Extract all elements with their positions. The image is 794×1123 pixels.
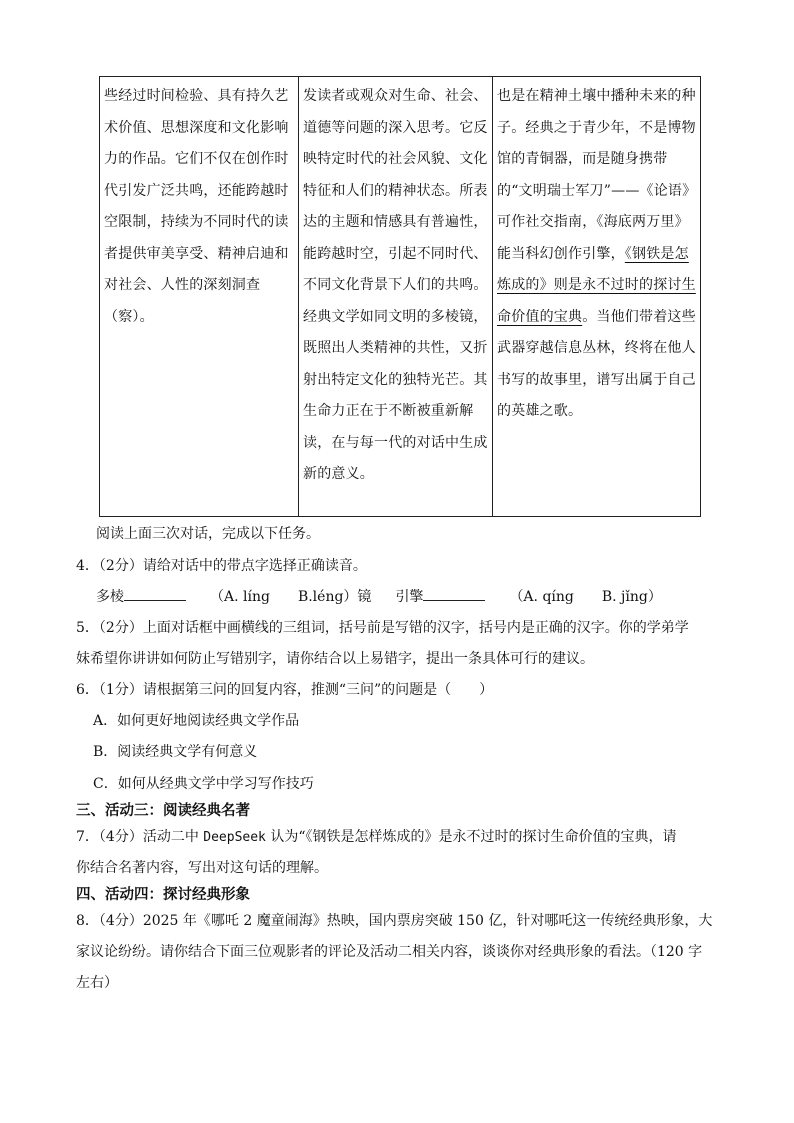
table-cell-definition: 些经过时间检验、具有持久艺术价值、思想深度和文化影响力的作品。它们不仅在创作时代引发广泛共鸣，还能跨越时空限制，持续为不同时代的读者提供审美享受、精神启迪和对社会、人性的深刻洞查（察）。 (100, 77, 299, 517)
q5-line-1: 5．（2分）上面对话框中画横线的三组词，括号前是写错的汉字，括号内是正确的汉字。你的学弟学 (76, 620, 689, 636)
q8-line-3: 左右） (76, 975, 118, 991)
q4-blank-1[interactable] (124, 586, 186, 601)
table-cell-youth: 也是在精神土壤中播种未来的种子。经典之于青少年，不是博物馆的青铜器，而是随身携带的“文明瑞士军刀”——《论语》可作社交指南，《海底两万里》能当科幻创作引擎，《钢铁是怎炼成的》则是永不过时的探讨生命价值的宝典。当他们带着这些武器穿越信息丛林，终将在他人书写的故事里，谱写出属于自己的英雄之歌。 (493, 77, 701, 517)
table-cell-significance: 发读者或观众对生命、社会、道德等问题的深入思考。它反映特定时代的社会风貌、文化特征和人们的精神状态。所表达的主题和情感具有普遍性，能跨越时空，引起不同时代、不同文化背景下人们的共鸣。经典文学如同文明的多棱镜，既照出人类精神的共性，又折射出特定文化的独特光芒。其生命力正在于不断被重新解读，在与每一代的对话中生成新的意义。 (299, 77, 493, 517)
section-4-heading: 四、活动四：探讨经典形象 (76, 887, 250, 903)
intro-text: 阅读上面三次对话，完成以下任务。 (96, 526, 320, 542)
q8-line-2: 家议论纷纷。请你结合下面三位观影者的评论及活动二相关内容，谈谈你对经典形象的看法。（120 字 (76, 944, 703, 960)
q6-option-b[interactable]: B．阅读经典文学有何意义 (93, 744, 258, 760)
q7-line-2: 你结合名著内容，写出对这句话的理解。 (76, 860, 328, 876)
q4-stem: 4．（2分）请给对话中的带点字选择正确读音。 (76, 558, 367, 574)
q4-answer-line: 多棱 （A. líng B.léng）镜 引擎 （A. qíng B. jǐng） (96, 586, 662, 606)
dialogue-table (99, 76, 701, 517)
section-3-heading: 三、活动三：阅读经典名著 (76, 803, 250, 819)
q4-blank-2[interactable] (423, 586, 485, 601)
underlined-phrase: 《钢铁是怎炼成的》则是永不过时的探讨生命价值的宝典 (497, 245, 696, 325)
q5-line-2: 妹希望你讲讲如何防止写错别字，请你结合以上易错字，提出一条具体可行的建议。 (76, 651, 594, 667)
q6-option-a[interactable]: A．如何更好地阅读经典文学作品 (93, 713, 300, 729)
q6-option-c[interactable]: C．如何从经典文学中学习写作技巧 (93, 776, 314, 792)
q8-line-1: 8．（4分）2025 年《哪吒 2 魔童闹海》热映，国内票房突破 150 亿，针对哪吒这一传统经典形象，大 (76, 913, 713, 929)
q6-stem: 6．（1分）请根据第三问的回复内容，推测“三问”的问题是（ ） (76, 682, 494, 698)
q7-line-1: 7．（4分）活动二中 DeepSeek 认为“《钢铁是怎样炼成的》是永不过时的探讨生命价值的宝典，请 (76, 829, 677, 845)
